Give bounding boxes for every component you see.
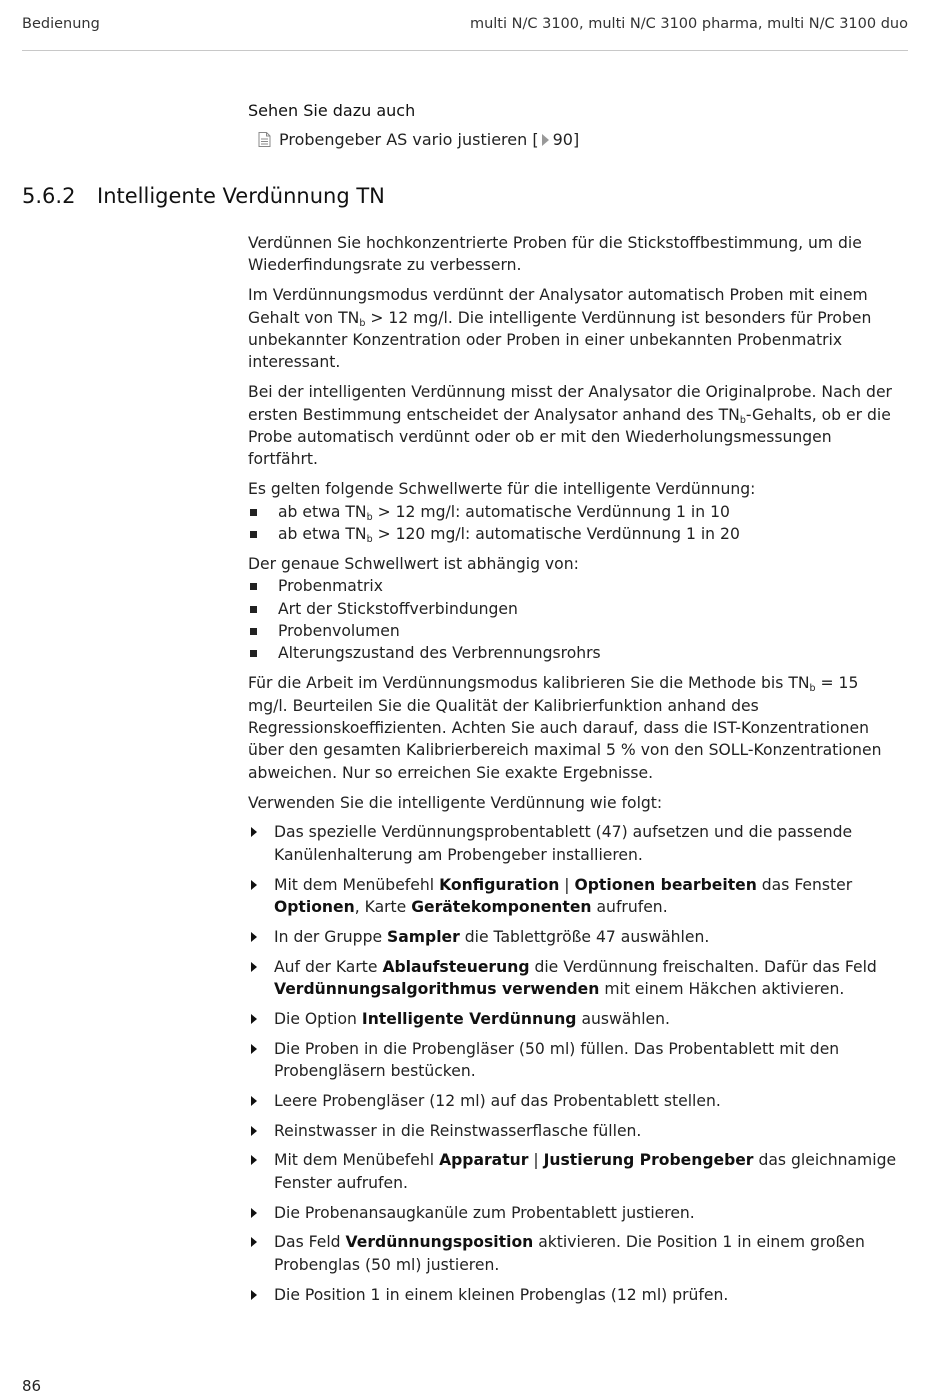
bullet-square-icon bbox=[250, 650, 257, 657]
see-also-link-page[interactable]: 90] bbox=[552, 130, 580, 149]
page-header bbox=[22, 10, 908, 51]
document-icon bbox=[258, 132, 271, 147]
header-product-name: multi N/C 3100, multi N/C 3100 pharma, multi N/C 3100 duo bbox=[469, 16, 908, 32]
step-arrow-icon bbox=[251, 827, 257, 837]
step-arrow-icon bbox=[251, 1237, 257, 1247]
section-title: Intelligente Verdünnung TN bbox=[97, 184, 385, 208]
section-body bbox=[248, 232, 900, 1313]
step-item: Auf der Karte Ablaufsteuerung die Verdünnung freischalten. Dafür das Feld Verdünnungsalgorithmus verwenden mit einem Häkchen aktivieren. bbox=[248, 956, 900, 1001]
step-arrow-icon bbox=[251, 932, 257, 942]
see-also-link-text[interactable]: Probengeber AS vario justieren [ bbox=[279, 130, 539, 149]
step-arrow-icon bbox=[251, 880, 257, 890]
list-item: Art der Stickstoffverbindungen bbox=[248, 598, 900, 620]
section-number: 5.6.2 bbox=[22, 184, 76, 208]
see-also-link[interactable] bbox=[258, 130, 579, 149]
step-item: Reinstwasser in die Reinstwasserflasche füllen. bbox=[248, 1120, 900, 1142]
usage-intro: Verwenden Sie die intelligente Verdünnung wie folgt: bbox=[248, 793, 663, 812]
step-arrow-icon bbox=[251, 1290, 257, 1300]
step-item: In der Gruppe Sampler die Tablettgröße 47 auswählen. bbox=[248, 926, 900, 948]
thresholds-list bbox=[248, 501, 900, 546]
step-item: Mit dem Menübefehl Apparatur | Justierung Probengeber das gleichnamige Fenster aufrufen. bbox=[248, 1149, 900, 1194]
see-also-heading: Sehen Sie dazu auch bbox=[248, 101, 416, 120]
step-arrow-icon bbox=[251, 1208, 257, 1218]
bullet-square-icon bbox=[250, 531, 257, 538]
depends-list bbox=[248, 575, 900, 665]
step-item: Mit dem Menübefehl Konfiguration | Optionen bearbeiten das Fenster Optionen, Karte Gerätekomponenten aufrufen. bbox=[248, 874, 900, 919]
step-item: Das spezielle Verdünnungsprobentablett (47) aufsetzen und die passende Kanülenhalterung am Probengeber installieren. bbox=[248, 821, 900, 866]
step-arrow-icon bbox=[251, 962, 257, 972]
page-reference-icon bbox=[542, 134, 549, 146]
bullet-square-icon bbox=[250, 509, 257, 516]
depends-intro: Der genaue Schwellwert ist abhängig von: bbox=[248, 554, 579, 573]
procedure-steps bbox=[248, 821, 900, 1306]
step-item: Leere Probengläser (12 ml) auf das Probentablett stellen. bbox=[248, 1090, 900, 1112]
step-arrow-icon bbox=[251, 1044, 257, 1054]
list-item: ab etwa $TN_b > 120$ mg/l: automatische Verdünnung 1 in 20 bbox=[248, 523, 900, 545]
list-item: ab etwa $TN_b > 12$ mg/l: automatische Verdünnung 1 in 10 bbox=[248, 501, 900, 523]
step-item: Die Proben in die Probengläser (50 ml) füllen. Das Probentablett mit den Probengläsern bestücken. bbox=[248, 1038, 900, 1083]
list-item: Probenvolumen bbox=[248, 620, 900, 642]
intro-paragraph-3: Bei der intelligenten Verdünnung misst der Analysator die Originalprobe. Nach der ersten Bestimmung entscheidet der Analysator anhand des $TN_b$-Gehalts, ob er die Probe automatisch verdünnt oder ob er mit den Wiederholungsmessungen fortfährt. bbox=[248, 383, 892, 469]
step-item: Die Option Intelligente Verdünnung auswählen. bbox=[248, 1008, 900, 1030]
step-arrow-icon bbox=[251, 1126, 257, 1136]
thresholds-intro: Es gelten folgende Schwellwerte für die intelligente Verdünnung: bbox=[248, 480, 756, 499]
bullet-square-icon bbox=[250, 628, 257, 635]
step-item: Die Probenansaugkanüle zum Probentablett justieren. bbox=[248, 1202, 900, 1224]
bullet-square-icon bbox=[250, 583, 257, 590]
bullet-square-icon bbox=[250, 606, 257, 613]
intro-paragraph-1: Verdünnen Sie hochkonzentrierte Proben für die Stickstoffbestimmung, um die Wiederfindungsrate zu verbessern. bbox=[248, 234, 862, 275]
step-arrow-icon bbox=[251, 1155, 257, 1165]
step-arrow-icon bbox=[251, 1014, 257, 1024]
list-item: Probenmatrix bbox=[248, 575, 900, 597]
step-arrow-icon bbox=[251, 1096, 257, 1106]
header-section-name: Bedienung bbox=[22, 16, 100, 32]
page-number: 86 bbox=[22, 1377, 42, 1395]
step-item: Die Position 1 in einem kleinen Probenglas (12 ml) prüfen. bbox=[248, 1284, 900, 1306]
list-item: Alterungszustand des Verbrennungsrohrs bbox=[248, 642, 900, 664]
intro-paragraph-2: Im Verdünnungsmodus verdünnt der Analysator automatisch Proben mit einem Gehalt von $TN_b > 12$ mg/l. Die intelligente Verdünnung ist besonders für Proben unbekannter Konzentration oder Proben in einer unbekannten Probenmatrix interessant. bbox=[248, 286, 872, 372]
step-item: Das Feld Verdünnungsposition aktivieren. Die Position 1 in einem großen Probenglas (50 ml) justieren. bbox=[248, 1231, 900, 1276]
calibration-paragraph: Für die Arbeit im Verdünnungsmodus kalibrieren Sie die Methode bis $TN_b = 15$ mg/l. Beurteilen Sie die Qualität der Kalibrierfunktion anhand des Regressionskoeffizienten. Achten Sie auch darauf, dass die IST-Konzentrationen über den gesamten Kalibrierbereich maximal 5 % von den SOLL-Konzentrationen abweichen. Nur so erreichen Sie exakte Ergebnisse. bbox=[248, 674, 882, 782]
